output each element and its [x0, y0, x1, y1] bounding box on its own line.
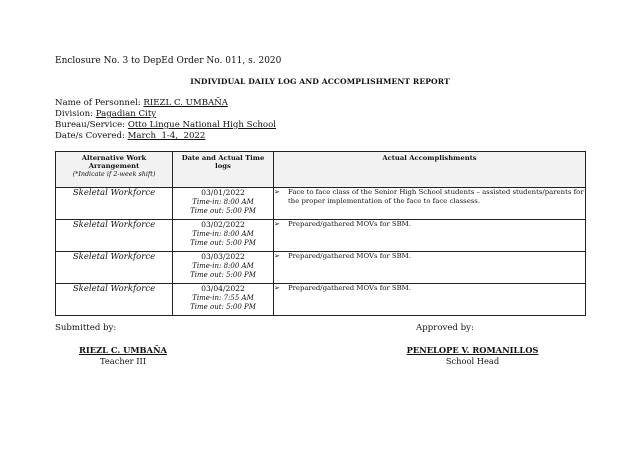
row-arrangement: Skeletal Workforce — [56, 220, 173, 252]
division-value: Pagadian City — [95, 109, 157, 119]
division-label: Division: — [55, 109, 96, 119]
row-time-out: Time out: 5:00 PM — [190, 239, 256, 248]
table-row — [56, 220, 586, 252]
row-time-in: Time-in: 8:00 AM — [192, 229, 254, 238]
row-arrangement: Skeletal Workforce — [56, 284, 173, 316]
row-time-in: Time-in: 8:00 AM — [192, 197, 254, 206]
row-date: 03/04/2022 — [201, 284, 245, 293]
header-arrangement — [56, 152, 173, 188]
table-row — [56, 252, 586, 284]
accomplishment-text: Prepared/gathered MOVs for SBM. — [288, 284, 411, 292]
table-row — [56, 284, 586, 316]
row-date: 03/02/2022 — [201, 220, 245, 229]
dates-line — [55, 131, 276, 142]
header-accomplishments: Actual Accomplishments — [274, 152, 586, 188]
header-arrangement-label: Alternative Work Arrangement — [81, 154, 147, 170]
submitted-by-label: Submitted by: — [55, 323, 117, 333]
bureau-line — [55, 120, 276, 131]
personnel-name: RIEZL C. UMBAÑA — [143, 98, 228, 108]
personnel-label: Name of Personnel: — [55, 98, 144, 108]
row-accomplishment — [274, 220, 586, 252]
row-accomplishment — [274, 188, 586, 220]
row-time-out: Time out: 5:00 PM — [190, 303, 256, 312]
header-arrangement-note: (*Indicate if 2-week shift) — [72, 170, 156, 178]
table-row — [56, 188, 586, 220]
approver-signature-block — [395, 345, 550, 366]
approved-by-label: Approved by: — [416, 323, 474, 333]
row-time-log — [173, 188, 274, 220]
accomplishment-text: Prepared/gathered MOVs for SBM. — [288, 252, 411, 260]
row-accomplishment — [274, 252, 586, 284]
arrow-bullet-icon: ➢ — [274, 220, 280, 228]
submitter-position: Teacher III — [99, 355, 147, 366]
row-accomplishment — [274, 284, 586, 316]
enclosure-note: Enclosure No. 3 to DepEd Order No. 011, s. 2020 — [55, 56, 282, 66]
row-date: 03/01/2022 — [201, 188, 245, 197]
personnel-line — [55, 98, 276, 109]
accomplishment-text: Face to face class of the Senior High School students – assisted students/parents for the proper implementation of the face to face classess. — [288, 188, 584, 206]
approver-position: School Head — [445, 355, 500, 366]
dates-value: March 1-4, 2022 — [127, 131, 206, 141]
row-arrangement: Skeletal Workforce — [56, 252, 173, 284]
arrow-bullet-icon: ➢ — [274, 252, 280, 260]
submitter-signature-block — [60, 345, 186, 366]
header-logs: Date and Actual Time logs — [173, 152, 274, 188]
row-time-log — [173, 220, 274, 252]
row-time-out: Time out: 5:00 PM — [190, 207, 256, 216]
arrow-bullet-icon: ➢ — [274, 188, 280, 196]
report-title: INDIVIDUAL DAILY LOG AND ACCOMPLISHMENT REPORT — [190, 77, 450, 86]
daily-log-table — [55, 151, 586, 316]
personnel-info — [55, 98, 276, 142]
row-time-log — [173, 284, 274, 316]
row-time-log — [173, 252, 274, 284]
arrow-bullet-icon: ➢ — [274, 284, 280, 292]
division-line — [55, 109, 276, 120]
table-header-row — [56, 152, 586, 188]
dates-label: Date/s Covered: — [55, 131, 128, 141]
row-time-in: Time-in: 8:00 AM — [192, 261, 254, 270]
row-date: 03/03/2022 — [201, 252, 245, 261]
row-time-in: Time-in: 7:55 AM — [192, 293, 254, 302]
approver-name: PENELOPE V. ROMANILLOS — [406, 345, 539, 355]
bureau-value: Otto Lingue National High School — [127, 120, 277, 130]
submitter-name: RIEZL C. UMBAÑA — [78, 345, 167, 355]
row-arrangement: Skeletal Workforce — [56, 188, 173, 220]
bureau-label: Bureau/Service: — [55, 120, 128, 130]
row-time-out: Time out: 5:00 PM — [190, 271, 256, 280]
accomplishment-text: Prepared/gathered MOVs for SBM. — [288, 220, 411, 228]
